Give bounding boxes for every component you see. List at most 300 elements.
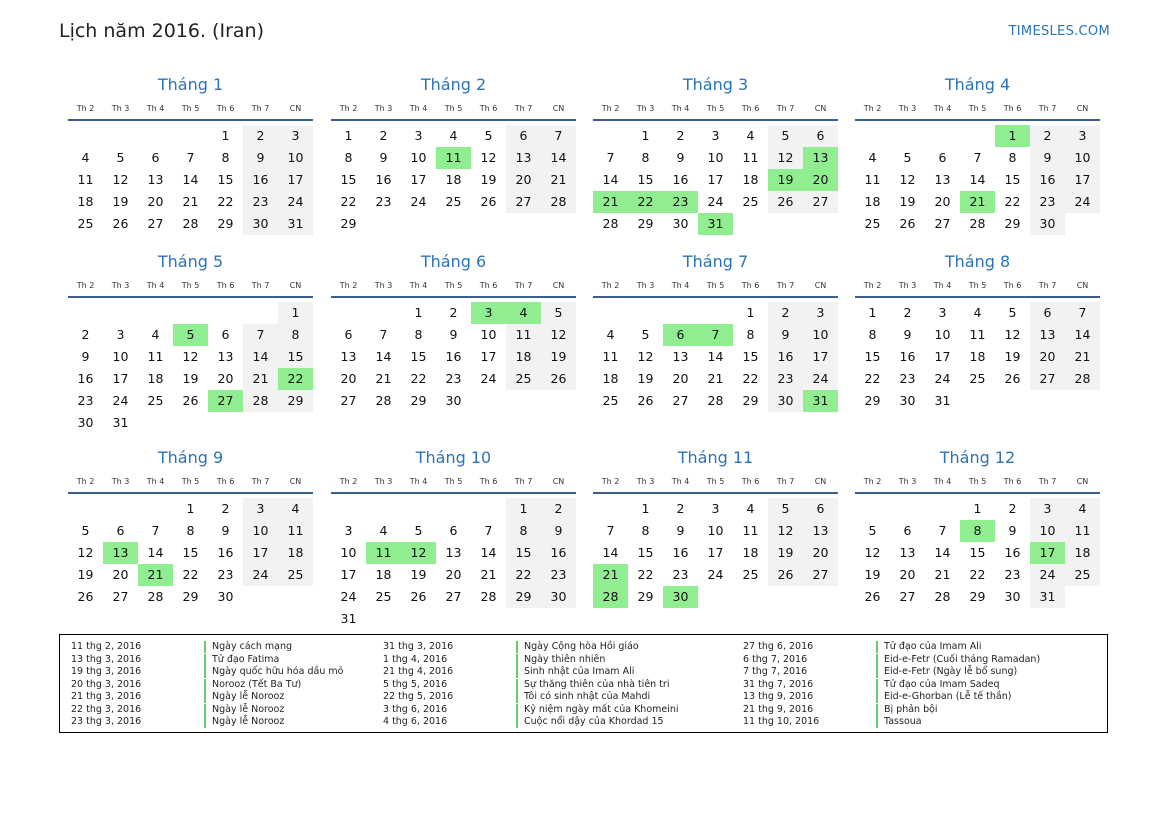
legend-date: 13 thg 9, 2016	[743, 691, 814, 702]
day-cell: 13	[147, 172, 164, 187]
day-cell: 3	[1030, 498, 1065, 520]
day-cell: 10	[707, 150, 724, 165]
day-cell: 18	[445, 172, 462, 187]
day-cell: 26	[864, 589, 881, 604]
day-cell: 12	[1004, 327, 1021, 342]
day-cell: 5	[768, 498, 803, 520]
day-cell: 5	[903, 150, 912, 165]
day-cell: 19	[768, 542, 803, 564]
day-cell: 30	[77, 415, 94, 430]
day-cell: 28	[969, 216, 986, 231]
day-cell: 28	[602, 216, 619, 231]
day-cell: 20	[803, 542, 838, 564]
day-cell: 28	[243, 390, 278, 412]
legend-holiday-name: Ngày lễ Norooz	[204, 691, 284, 703]
day-cell: 23	[899, 371, 916, 386]
day-cell: 6	[803, 498, 838, 520]
legend-holiday-name: Norooz (Tết Ba Tư)	[204, 679, 301, 691]
day-cell: 26	[541, 368, 576, 390]
day-cell: 27	[340, 393, 357, 408]
day-cell: 29	[864, 393, 881, 408]
day-cell: 16	[672, 545, 689, 560]
day-cell: 5	[116, 150, 125, 165]
day-cell: 26	[899, 216, 916, 231]
day-cell: 6	[116, 523, 125, 538]
day-cell: 11	[602, 349, 619, 364]
day-cell: 27	[147, 216, 164, 231]
weekday-label: Th 4	[409, 281, 428, 290]
day-cell: 24	[803, 368, 838, 390]
day-cell: 11	[864, 172, 881, 187]
weekday-label: Th 4	[671, 281, 690, 290]
weekday-label: Th 4	[409, 104, 428, 113]
weekday-label: Th 7	[1038, 104, 1057, 113]
day-cell: 12	[768, 147, 803, 169]
day-cell: 10	[410, 150, 427, 165]
header-divider	[68, 119, 313, 121]
day-cell: 20	[899, 567, 916, 582]
weekday-label: Th 4	[933, 477, 952, 486]
day-cell: 1	[868, 305, 877, 320]
day-cell: 15	[864, 349, 881, 364]
day-cell: 29	[410, 393, 427, 408]
day-cell: 21	[934, 567, 951, 582]
day-cell: 31	[934, 393, 951, 408]
day-cell: 11	[506, 324, 541, 346]
holiday-day-cell: 5	[173, 324, 208, 346]
month-name: Tháng 9	[157, 448, 224, 467]
day-cell: 25	[77, 216, 94, 231]
day-cell: 15	[506, 542, 541, 564]
day-cell: 22	[506, 564, 541, 586]
month-10	[331, 448, 576, 628]
day-cell: 11	[742, 523, 759, 538]
day-cell: 27	[803, 564, 838, 586]
day-cell: 12	[480, 150, 497, 165]
day-cell: 19	[182, 371, 199, 386]
day-cell: 23	[768, 368, 803, 390]
weekday-label: Th 2	[339, 477, 358, 486]
day-cell: 24	[243, 564, 278, 586]
month-name: Tháng 7	[682, 252, 749, 271]
day-cell: 26	[768, 564, 803, 586]
day-cell: 7	[938, 523, 947, 538]
day-cell: 23	[1004, 567, 1021, 582]
day-cell: 18	[375, 567, 392, 582]
day-cell: 25	[602, 393, 619, 408]
day-cell: 13	[899, 545, 916, 560]
weekday-label: CN	[552, 281, 565, 290]
day-cell: 8	[186, 523, 195, 538]
day-cell: 17	[112, 371, 129, 386]
day-cell: 20	[147, 194, 164, 209]
weekday-label: Th 5	[181, 281, 200, 290]
month-name: Tháng 3	[682, 75, 749, 94]
day-cell: 13	[445, 545, 462, 560]
weekday-label: Th 5	[706, 477, 725, 486]
weekday-header	[68, 104, 313, 116]
day-cell: 2	[676, 128, 685, 143]
holiday-day-cell: 23	[663, 191, 698, 213]
day-cell: 28	[541, 191, 576, 213]
holiday-day-cell: 13	[803, 147, 838, 169]
weekday-label: CN	[289, 104, 302, 113]
day-cell: 24	[1030, 564, 1065, 586]
month-1	[68, 75, 313, 255]
legend-holiday-name: Ngày quốc hữu hóa dầu mỏ	[204, 666, 343, 678]
day-cell: 14	[182, 172, 199, 187]
month-name: Tháng 4	[944, 75, 1011, 94]
legend-date: 21 thg 3, 2016	[71, 691, 142, 702]
legend-holiday-name: Tử đạo của Imam Sadeq	[876, 679, 1000, 691]
day-cell: 20	[445, 567, 462, 582]
day-cell: 21	[541, 169, 576, 191]
legend-date: 11 thg 2, 2016	[71, 641, 142, 652]
day-cell: 9	[221, 523, 230, 538]
day-cell: 27	[672, 393, 689, 408]
legend-holiday-name: Ngày lễ Norooz	[204, 716, 284, 728]
weekday-label: Th 6	[216, 281, 235, 290]
weekday-label: Th 6	[741, 104, 760, 113]
weekday-label: Th 7	[776, 477, 795, 486]
day-cell: 14	[147, 545, 164, 560]
legend-holiday-name: Ngày Cộng hòa Hồi giáo	[516, 641, 639, 653]
day-cell: 2	[676, 501, 685, 516]
day-cell: 4	[973, 305, 982, 320]
month-9	[68, 448, 313, 628]
day-cell: 4	[746, 501, 755, 516]
day-cell: 9	[541, 520, 576, 542]
day-cell: 4	[449, 128, 458, 143]
day-cell: 18	[77, 194, 94, 209]
weekday-label: Th 7	[776, 281, 795, 290]
day-cell: 2	[541, 498, 576, 520]
day-cell: 9	[768, 324, 803, 346]
holiday-day-cell: 19	[768, 169, 803, 191]
day-cell: 4	[81, 150, 90, 165]
month-name: Tháng 5	[157, 252, 224, 271]
weekday-label: Th 6	[741, 477, 760, 486]
day-cell: 7	[186, 150, 195, 165]
day-cell: 25	[147, 393, 164, 408]
day-cell: 24	[934, 371, 951, 386]
month-name: Tháng 12	[939, 448, 1016, 467]
weekday-label: CN	[289, 281, 302, 290]
day-cell: 25	[864, 216, 881, 231]
weekday-label: Th 6	[1003, 104, 1022, 113]
day-cell: 29	[969, 589, 986, 604]
brand-link[interactable]: TIMESLES.COM	[1008, 24, 1110, 39]
day-cell: 29	[1004, 216, 1021, 231]
day-cell: 5	[484, 128, 493, 143]
day-cell: 26	[637, 393, 654, 408]
month-6	[331, 252, 576, 432]
day-cell: 28	[480, 589, 497, 604]
weekday-label: Th 3	[111, 281, 130, 290]
day-cell: 7	[606, 150, 615, 165]
month-name: Tháng 2	[420, 75, 487, 94]
weekday-label: Th 5	[706, 104, 725, 113]
day-cell: 17	[243, 542, 278, 564]
day-cell: 27	[445, 589, 462, 604]
day-cell: 9	[1030, 147, 1065, 169]
day-cell: 23	[217, 567, 234, 582]
weekday-label: Th 5	[444, 477, 463, 486]
weekday-label: Th 2	[76, 281, 95, 290]
weekday-label: Th 7	[514, 281, 533, 290]
day-cell: 14	[707, 349, 724, 364]
day-cell: 25	[969, 371, 986, 386]
day-cell: 16	[217, 545, 234, 560]
day-cell: 15	[742, 349, 759, 364]
holiday-day-cell: 8	[960, 520, 995, 542]
day-cell: 18	[278, 542, 313, 564]
day-cell: 23	[672, 567, 689, 582]
month-name: Tháng 6	[420, 252, 487, 271]
day-cell: 22	[340, 194, 357, 209]
day-cell: 9	[903, 327, 912, 342]
weekday-label: Th 6	[741, 281, 760, 290]
legend-date: 20 thg 3, 2016	[71, 678, 142, 690]
month-name: Tháng 11	[677, 448, 754, 467]
weekday-label: Th 5	[444, 104, 463, 113]
day-cell: 10	[340, 545, 357, 560]
holiday-day-cell: 6	[663, 324, 698, 346]
day-cell: 10	[278, 147, 313, 169]
legend-date: 31 thg 3, 2016	[383, 641, 454, 652]
legend-holiday-name: Tassoua	[876, 716, 922, 728]
day-cell: 20	[934, 194, 951, 209]
month-2	[331, 75, 576, 255]
day-cell: 17	[707, 545, 724, 560]
header-divider	[593, 296, 838, 298]
day-cell: 30	[541, 586, 576, 608]
weekday-header	[593, 104, 838, 116]
day-cell: 19	[410, 567, 427, 582]
weekday-label: Th 5	[968, 477, 987, 486]
day-cell: 11	[969, 327, 986, 342]
weekday-label: Th 5	[706, 281, 725, 290]
month-5	[68, 252, 313, 432]
day-cell: 26	[1004, 371, 1021, 386]
day-cell: 3	[243, 498, 278, 520]
day-cell: 2	[81, 327, 90, 342]
day-cell: 28	[147, 589, 164, 604]
weekday-label: Th 4	[671, 104, 690, 113]
legend-date: 5 thg 5, 2016	[383, 678, 448, 690]
day-cell: 20	[340, 371, 357, 386]
day-cell: 13	[506, 147, 541, 169]
day-cell: 21	[1065, 346, 1100, 368]
weekday-label: Th 2	[863, 477, 882, 486]
day-cell: 8	[344, 150, 353, 165]
day-cell: 26	[182, 393, 199, 408]
weekday-label: Th 5	[181, 104, 200, 113]
day-cell: 23	[243, 191, 278, 213]
day-cell: 14	[602, 172, 619, 187]
day-cell: 22	[1004, 194, 1021, 209]
day-cell: 3	[803, 302, 838, 324]
day-cell: 1	[344, 128, 353, 143]
day-cell: 26	[112, 216, 129, 231]
weekday-label: CN	[814, 477, 827, 486]
day-cell: 10	[707, 523, 724, 538]
weekday-header	[593, 477, 838, 489]
weekday-label: Th 4	[671, 477, 690, 486]
day-cell: 12	[637, 349, 654, 364]
weekday-label: Th 7	[251, 104, 270, 113]
holiday-day-cell: 22	[628, 191, 663, 213]
day-cell: 29	[637, 589, 654, 604]
day-cell: 21	[243, 368, 278, 390]
day-cell: 17	[278, 169, 313, 191]
day-cell: 3	[938, 305, 947, 320]
day-cell: 1	[973, 501, 982, 516]
day-cell: 20	[1030, 346, 1065, 368]
legend-date: 22 thg 5, 2016	[383, 691, 454, 702]
weekday-label: Th 5	[968, 104, 987, 113]
day-cell: 3	[711, 128, 720, 143]
day-cell: 18	[864, 194, 881, 209]
weekday-label: CN	[552, 477, 565, 486]
day-cell: 2	[903, 305, 912, 320]
day-cell: 6	[344, 327, 353, 342]
weekday-label: Th 4	[933, 104, 952, 113]
weekday-label: Th 7	[251, 281, 270, 290]
weekday-label: Th 5	[444, 281, 463, 290]
weekday-label: Th 2	[863, 104, 882, 113]
day-cell: 12	[112, 172, 129, 187]
day-cell: 31	[1030, 586, 1065, 608]
day-cell: 5	[541, 302, 576, 324]
day-cell: 30	[445, 393, 462, 408]
day-cell: 5	[1008, 305, 1017, 320]
weekday-label: Th 5	[968, 281, 987, 290]
day-cell: 28	[1065, 368, 1100, 390]
header-divider	[855, 119, 1100, 121]
day-cell: 27	[934, 216, 951, 231]
day-cell: 19	[864, 567, 881, 582]
holiday-day-cell: 21	[593, 191, 628, 213]
month-name: Tháng 10	[415, 448, 492, 467]
day-cell: 2	[243, 125, 278, 147]
weekday-label: Th 3	[374, 477, 393, 486]
day-cell: 7	[484, 523, 493, 538]
holiday-day-cell: 7	[698, 324, 733, 346]
day-cell: 19	[480, 172, 497, 187]
day-cell: 5	[81, 523, 90, 538]
day-cell: 5	[768, 125, 803, 147]
header-divider	[331, 492, 576, 494]
day-cell: 16	[1030, 169, 1065, 191]
day-cell: 19	[541, 346, 576, 368]
holiday-day-cell: 1	[995, 125, 1030, 147]
day-cell: 11	[1065, 520, 1100, 542]
day-cell: 15	[1004, 172, 1021, 187]
day-cell: 6	[449, 523, 458, 538]
weekday-label: Th 6	[1003, 477, 1022, 486]
day-cell: 4	[379, 523, 388, 538]
day-cell: 17	[340, 567, 357, 582]
day-cell: 15	[278, 346, 313, 368]
legend-holiday-name: Kỷ niệm ngày mất của Khomeini	[516, 704, 679, 716]
holiday-day-cell: 31	[698, 213, 733, 235]
day-cell: 26	[410, 589, 427, 604]
day-cell: 11	[77, 172, 94, 187]
day-cell: 17	[707, 172, 724, 187]
day-cell: 27	[899, 589, 916, 604]
day-cell: 13	[934, 172, 951, 187]
day-cell: 17	[934, 349, 951, 364]
day-cell: 18	[742, 172, 759, 187]
day-cell: 3	[116, 327, 125, 342]
legend-date: 13 thg 3, 2016	[71, 653, 142, 665]
day-cell: 6	[151, 150, 160, 165]
day-cell: 15	[637, 545, 654, 560]
day-cell: 6	[506, 125, 541, 147]
weekday-label: Th 2	[601, 104, 620, 113]
legend-date: 22 thg 3, 2016	[71, 703, 142, 715]
day-cell: 29	[217, 216, 234, 231]
weekday-label: Th 3	[374, 104, 393, 113]
day-cell: 25	[1065, 564, 1100, 586]
day-cell: 10	[243, 520, 278, 542]
day-cell: 16	[375, 172, 392, 187]
weekday-label: Th 7	[514, 104, 533, 113]
day-cell: 8	[746, 327, 755, 342]
day-cell: 31	[340, 611, 357, 626]
day-cell: 29	[340, 216, 357, 231]
legend-holiday-name: Sự thăng thiên của nhà tiên tri	[516, 679, 669, 691]
legend-holiday-name: Ngày thiên nhiên	[516, 654, 605, 666]
day-cell: 24	[707, 567, 724, 582]
day-cell: 16	[1004, 545, 1021, 560]
day-cell: 22	[182, 567, 199, 582]
header-divider	[68, 296, 313, 298]
weekday-header	[855, 281, 1100, 293]
day-cell: 17	[1065, 169, 1100, 191]
header-divider	[593, 492, 838, 494]
holiday-day-cell: 20	[803, 169, 838, 191]
day-cell: 24	[480, 371, 497, 386]
weekday-label: Th 3	[374, 281, 393, 290]
day-cell: 20	[506, 169, 541, 191]
day-cell: 20	[112, 567, 129, 582]
weekday-header	[331, 477, 576, 489]
day-cell: 4	[1065, 498, 1100, 520]
day-cell: 9	[676, 150, 685, 165]
day-cell: 2	[221, 501, 230, 516]
day-cell: 15	[637, 172, 654, 187]
header-divider	[68, 492, 313, 494]
day-cell: 18	[1065, 542, 1100, 564]
day-cell: 16	[77, 371, 94, 386]
day-cell: 21	[375, 371, 392, 386]
day-cell: 9	[449, 327, 458, 342]
day-cell: 4	[868, 150, 877, 165]
day-cell: 21	[707, 371, 724, 386]
weekday-header	[331, 104, 576, 116]
day-cell: 3	[414, 128, 423, 143]
day-cell: 6	[803, 125, 838, 147]
holiday-day-cell: 22	[278, 368, 313, 390]
weekday-label: CN	[289, 477, 302, 486]
day-cell: 16	[768, 346, 803, 368]
weekday-header	[331, 281, 576, 293]
weekday-label: Th 3	[898, 477, 917, 486]
day-cell: 21	[182, 194, 199, 209]
day-cell: 27	[506, 191, 541, 213]
